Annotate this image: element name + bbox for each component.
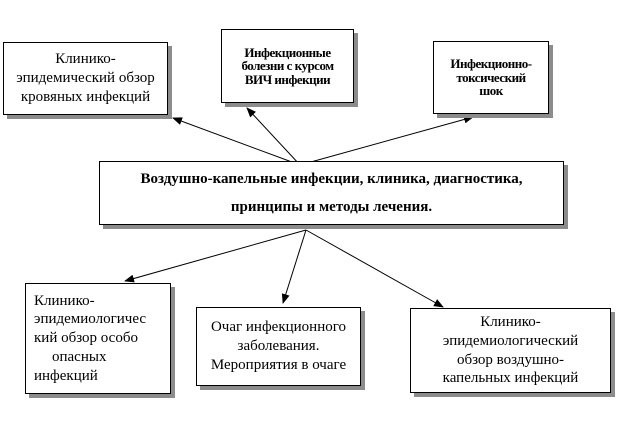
box-bottom-right-line: Клинико- (480, 314, 541, 330)
box-top-right (433, 41, 549, 114)
box-bottom-middle (196, 307, 361, 386)
box-bottom-middle-line: Мероприятия в очаге (210, 356, 347, 373)
center-line-2: принципы и методы лечения. (230, 199, 433, 215)
arrow-to-bottom-left (125, 230, 306, 281)
box-bottom-right-line: капельных инфекций (442, 370, 579, 387)
box-top-middle (221, 29, 354, 103)
arrow-to-bottom-right (306, 230, 443, 307)
box-top-left-line: эпидемический обзор (16, 70, 155, 87)
box-top-left-line: Клинико- (55, 51, 116, 68)
box-bottom-middle-line: заболевания. (237, 338, 320, 355)
box-center (99, 161, 564, 225)
box-bottom-left-line: эпидемиологичес (34, 311, 147, 328)
box-bottom-left (25, 283, 171, 394)
box-bottom-left-line: инфекций (34, 367, 98, 384)
box-top-middle-line: ВИЧ инфекции (244, 71, 331, 87)
box-top-left-line: кровяных инфекций (20, 88, 151, 105)
box-bottom-right (410, 308, 611, 393)
box-bottom-left-line: Клинико- (34, 292, 95, 309)
arrow-to-top-middle (247, 108, 300, 165)
center-line-1: Воздушно-капельные инфекции, клиника, диагностика, (140, 170, 523, 187)
box-bottom-right-line: обзор воздушно- (456, 351, 565, 368)
box-bottom-left-line: кий обзор особо (34, 330, 138, 347)
box-bottom-right-line: эпидемиологический (442, 332, 579, 349)
box-top-middle-line: Инфекционные (244, 44, 331, 60)
arrow-to-bottom-middle (283, 230, 306, 303)
box-bottom-middle-line: Очаг инфекционного (210, 319, 347, 336)
box-top-right-line: Инфекционно- (450, 56, 532, 72)
box-top-right-line: токсический (456, 69, 526, 85)
box-top-right-line: шок (479, 83, 503, 99)
box-bottom-left-line: опасных (52, 348, 107, 365)
arrow-to-top-left (173, 118, 300, 165)
arrow-to-top-right (300, 117, 473, 165)
box-top-left (3, 42, 168, 115)
box-top-middle-line: болезни с курсом (241, 58, 334, 74)
